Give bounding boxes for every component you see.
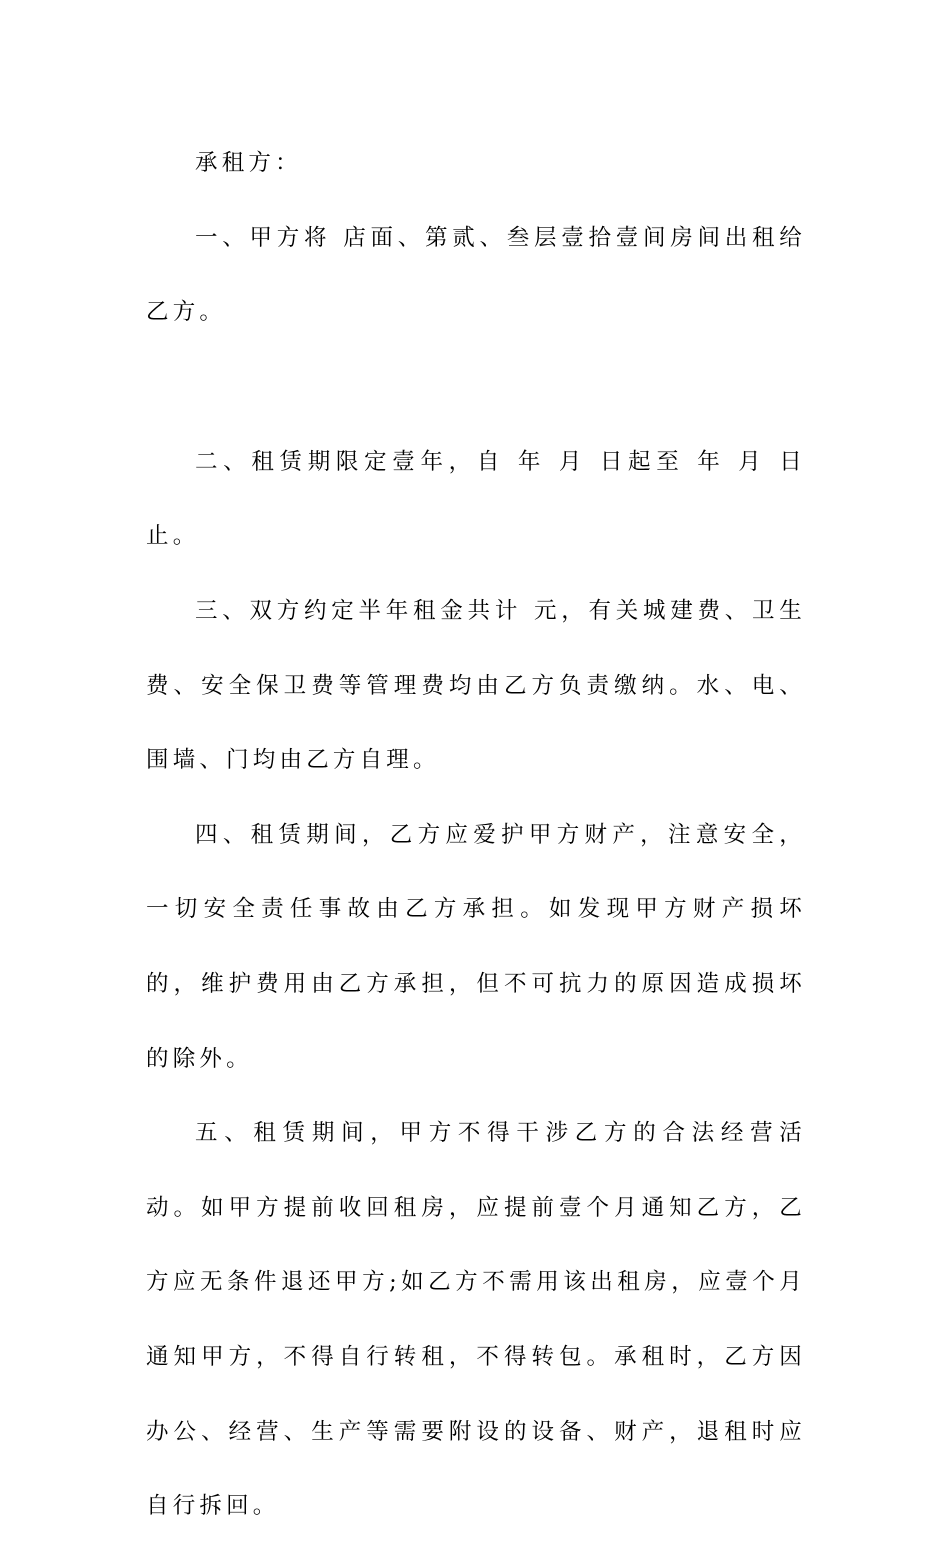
clause-1: 一、甲方将 店面、第贰、叁层壹拾壹间房间出租给乙方。 <box>146 224 806 326</box>
lessee-label: 承租方： <box>195 150 302 176</box>
clause-2: 二、租赁期限定壹年，自 年 月 日起至 年 月 日止。 <box>146 448 806 550</box>
clause-4: 四、租赁期间，乙方应爱护甲方财产，注意安全，一切安全责任事故由乙方承担。如发现甲方财产损坏的，维护费用由乙方承担，但不可抗力的原因造成损坏的除外。 <box>146 821 806 1072</box>
clause-5: 五、租赁期间，甲方不得干涉乙方的合法经营活动。如甲方提前收回租房，应提前壹个月通知乙方，乙方应无条件退还甲方;如乙方不需用该出租房，应壹个月通知甲方，不得自行转租，不得转包。承租时，乙方因办公、经营、生产等需要附设的设备、财产，退租时应自行拆回。 <box>146 1120 806 1520</box>
document-body <box>146 126 806 1544</box>
clause-3: 三、双方约定半年租金共计 元，有关城建费、卫生费、安全保卫费等管理费均由乙方负责缴纳。水、电、围墙、门均由乙方自理。 <box>146 597 806 774</box>
